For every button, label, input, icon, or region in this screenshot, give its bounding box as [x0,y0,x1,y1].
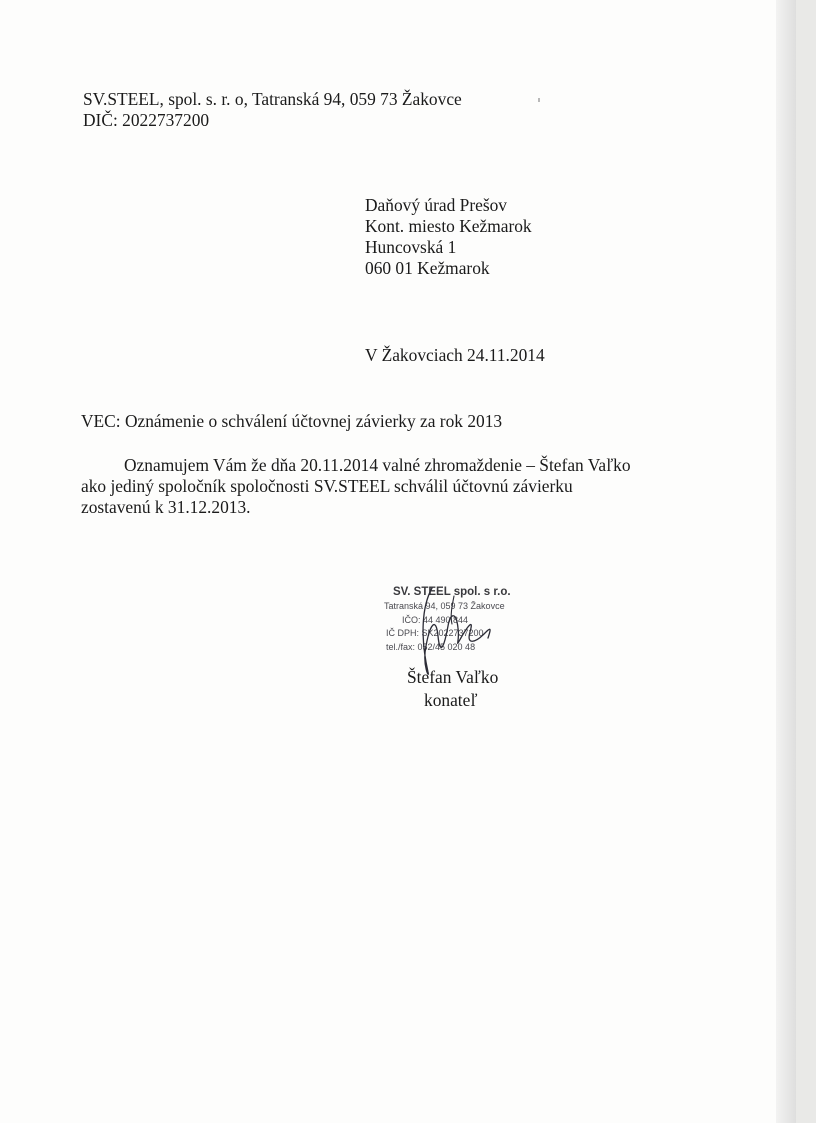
stamp-company: SV. STEEL spol. s r.o. [393,586,511,598]
subject-line: VEC: Oznámenie o schválení účtovnej závierky za rok 2013 [81,411,503,431]
recipient-street: Huncovská 1 [365,237,457,257]
signatory-role: konateľ [424,690,478,710]
body-line-1: Oznamujem Vám že dňa 20.11.2014 valné zhromaždenie – Štefan Vaľko [124,455,631,475]
stamp-ic-dph: IČ DPH: SK2022737200 [386,628,484,638]
body-line-2: ako jediný spoločník spoločnosti SV.STEEL schválil účtovnú závierku [81,476,573,496]
scan-speck [538,98,540,102]
scan-edge [776,0,796,1123]
sender-tax-id: DIČ: 2022737200 [83,110,210,130]
recipient-branch: Kont. miesto Kežmarok [365,216,532,236]
body-line-3: zostavenú k 31.12.2013. [81,497,251,517]
signatory-name: Štefan Vaľko [407,667,499,687]
sender-block [83,89,462,131]
letter-body [81,455,631,518]
recipient-city: 060 01 Kežmarok [365,258,490,278]
stamp-address: Tatranská 94, 059 73 Žakovce [384,601,505,611]
stamp-phone: tel./fax: 052/45 020 48 [386,642,476,652]
stamp-ico: IČO: 44 490 844 [402,615,469,625]
sender-company-line: SV.STEEL, spol. s. r. o, Tatranská 94, 059 73 Žakovce [83,89,462,109]
place-date: V Žakovciach 24.11.2014 [365,345,545,365]
recipient-address [365,195,532,279]
recipient-office: Daňový úrad Prešov [365,195,507,215]
